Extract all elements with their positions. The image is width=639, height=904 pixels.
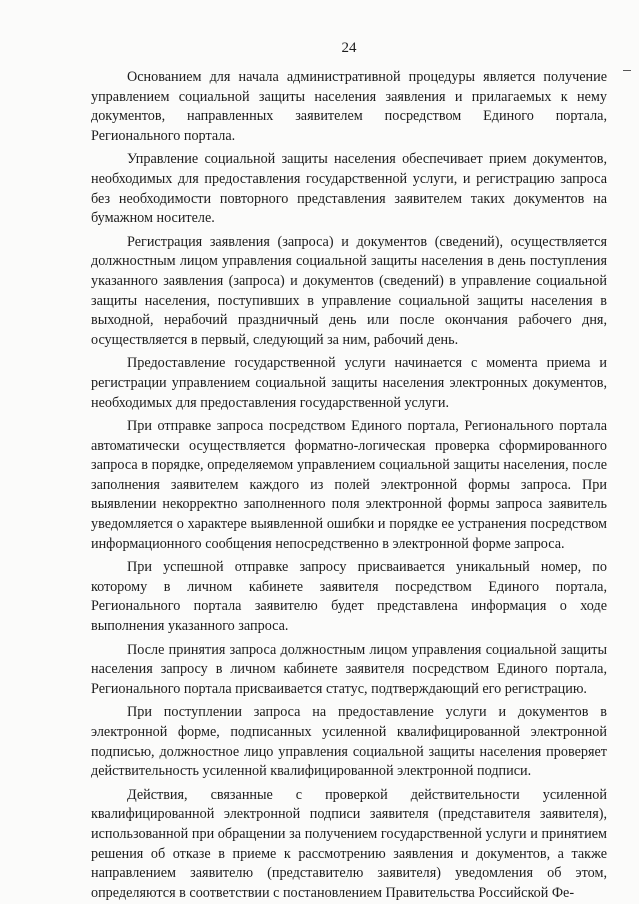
body-text — [91, 68, 607, 903]
paragraph-9: Действия, связанные с проверкой действительности усиленной квалифицированной электронной подписи заявителя (представителя заявителя), использованной при обращении за получением государственной услуги и принятием решения об отказе в приеме к рассмотрению заявления и документов, а также направлением заявителю (представителю заявителя) уведомления об этом, определяются в соответствии с постановлением Правительства Российской Фе- — [91, 786, 607, 901]
paragraph-5: При отправке запроса посредством Единого портала, Регионального портала автоматически осуществляется форматно-логическая проверка сформированного запроса в порядке, определяемом управлением социальной защиты населения, после заполнения заявителем каждого из полей электронной формы запроса. При выявлении некорректно заполненного поля электронной формы запроса заявитель уведомляется о характере выявленной ошибки и порядке ее устранения посредством информационного сообщения непосредственно в электронной форме запроса. — [91, 418, 607, 552]
paragraph-3: Регистрация заявления (запроса) и документов (сведений), осуществляется должностным лицом управления социальной защиты населения в день поступления указанного заявления (запроса) и документов (сведений) в управление социальной защиты населения, поступивших в управление социальной защиты населения в выходной, нерабочий праздничный день или после окончания рабочего дня, осуществляется в первый, следующий за ним, рабочий день. — [91, 233, 607, 348]
paragraph-2: Управление социальной защиты населения обеспечивает прием документов, необходимых для предоставления государственной услуги, и регистрацию запроса без необходимости повторного представления заявителем таких документов на бумажном носителе. — [91, 151, 607, 227]
scan-edge-mark — [623, 70, 631, 71]
paragraph-7: После принятия запроса должностным лицом управления социальной защиты населения запросу в личном кабинете заявителя посредством Единого портала, Регионального портала присваивается статус, подтверждающий его регистрацию. — [91, 641, 607, 697]
paragraph-6: При успешной отправке запросу присваивается уникальный номер, по которому в личном кабинете заявителя посредством Единого портала, Регионального портала заявителю будет представлена информация о ходе выполнения указанного запроса. — [91, 559, 607, 635]
page-number: 24 — [341, 40, 357, 56]
paragraph-8: При поступлении запроса на предоставление услуги и документов в электронной форме, подписанных усиленной квалифицированной электронной подписью, должностное лицо управления социальной защиты населения проверяет действительность усиленной квалифицированной электронной подписи. — [91, 704, 607, 780]
paragraph-4: Предоставление государственной услуги начинается с момента приема и регистрации управлением социальной защиты населения электронных документов, необходимых для предоставления государственной услуги. — [91, 355, 607, 411]
paragraph-1: Основанием для начала административной процедуры является получение управлением социальной защиты населения заявления и прилагаемых к нему документов, направленных заявителем посредством Единого портала, Регионального портала. — [91, 69, 607, 144]
